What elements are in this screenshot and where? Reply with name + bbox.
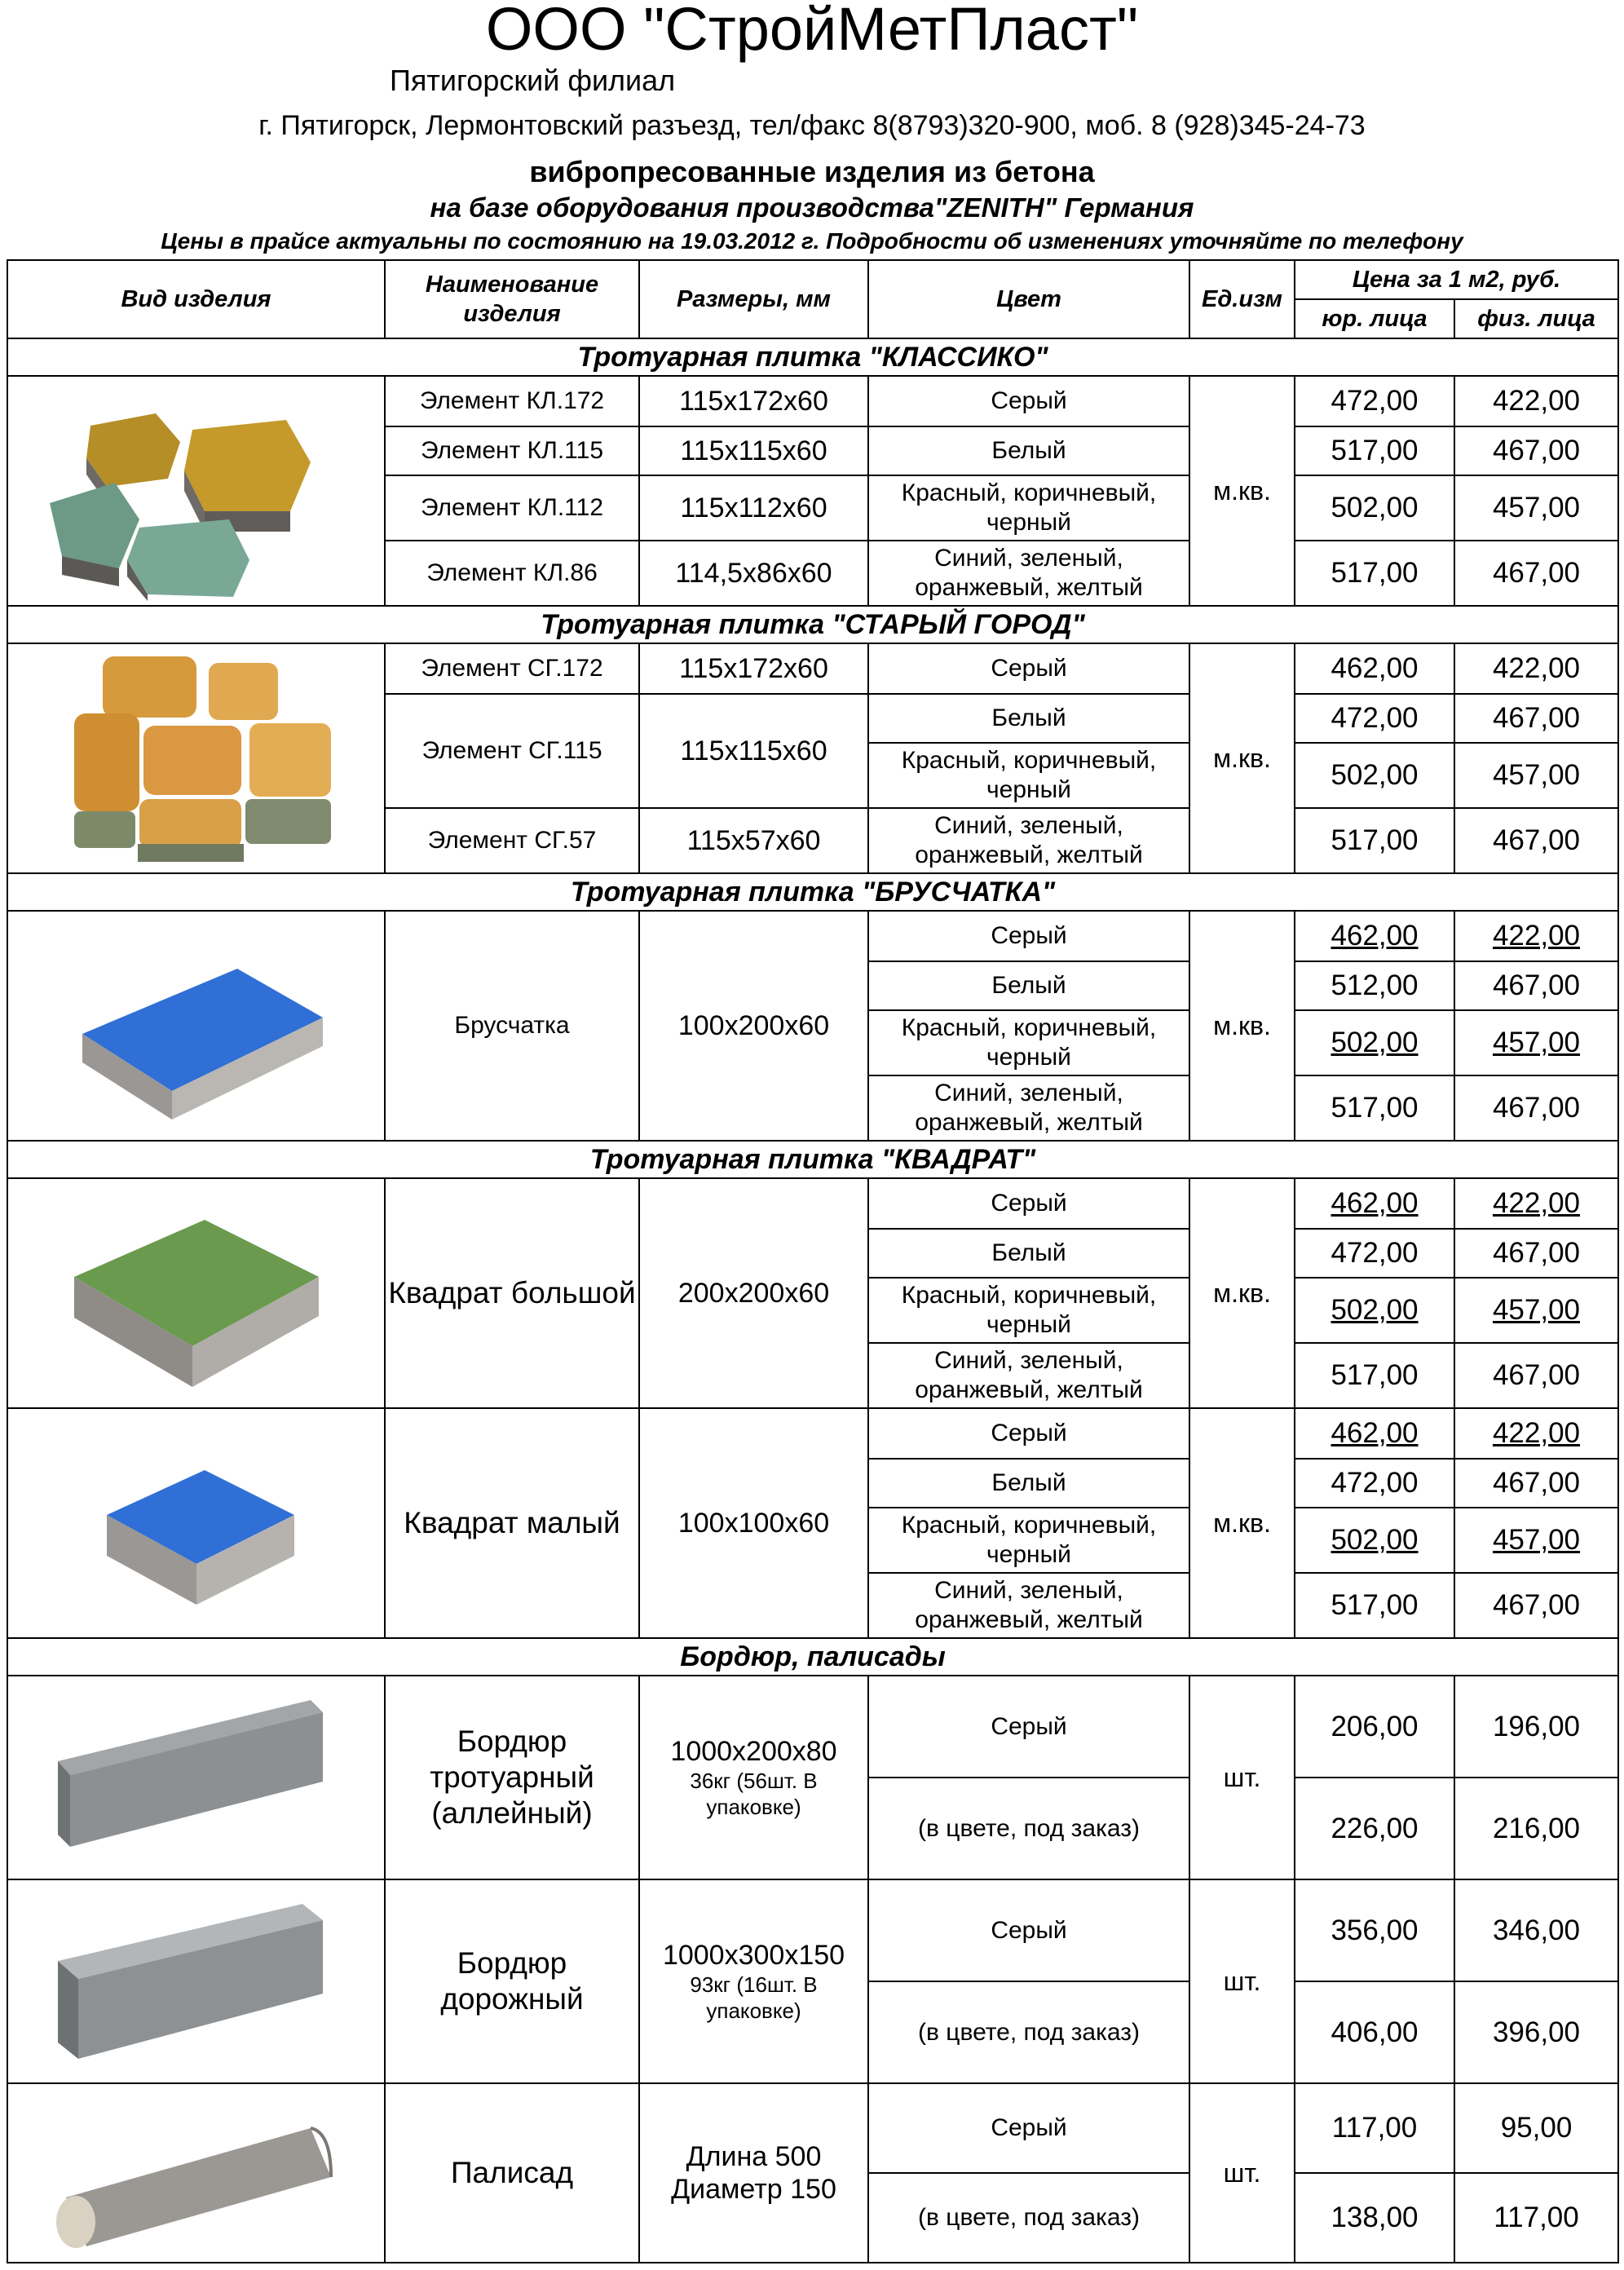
price-legal: 502,00 — [1295, 1508, 1454, 1573]
price-legal: 462,00 — [1295, 643, 1454, 694]
color-cell: Серый — [868, 911, 1189, 961]
col-header-size: Размеры, мм — [639, 260, 868, 338]
price-legal: 517,00 — [1295, 808, 1454, 873]
col-header-name: Наименование изделия — [385, 260, 639, 338]
color-cell: Красный, коричневый, черный — [868, 475, 1189, 541]
price-private: 422,00 — [1454, 1178, 1618, 1229]
price-private: 95,00 — [1454, 2083, 1618, 2173]
item-size-cell — [639, 1676, 868, 1879]
col-header-price: Цена за 1 м2, руб. — [1295, 260, 1618, 299]
color-cell: Белый — [868, 1459, 1189, 1508]
price-legal: 502,00 — [1295, 1010, 1454, 1075]
price-legal: 502,00 — [1295, 743, 1454, 808]
col-header-legal: юр. лица — [1295, 299, 1454, 338]
unit-cell: м.кв. — [1189, 643, 1295, 873]
item-name: Квадрат малый — [385, 1408, 639, 1638]
color-cell: Красный, коричневый, черный — [868, 743, 1189, 808]
item-size-note: 36кг (56шт. В упаковке) — [690, 1769, 818, 1819]
price-legal: 138,00 — [1295, 2173, 1454, 2263]
color-cell: Серый — [868, 376, 1189, 426]
item-name: Элемент СГ.172 — [385, 643, 639, 694]
section-title-brick: Тротуарная плитка "БРУСЧАТКА" — [7, 873, 1618, 911]
price-legal: 356,00 — [1295, 1879, 1454, 1981]
price-legal: 517,00 — [1295, 541, 1454, 606]
price-private: 196,00 — [1454, 1676, 1618, 1778]
item-name: Элемент КЛ.86 — [385, 541, 639, 606]
item-size: 115х112х60 — [639, 475, 868, 541]
color-cell: Белый — [868, 694, 1189, 743]
unit-cell: м.кв. — [1189, 911, 1295, 1141]
price-private: 396,00 — [1454, 1981, 1618, 2083]
color-cell: Синий, зеленый, оранжевый, желтый — [868, 1343, 1189, 1408]
color-cell: Белый — [868, 1229, 1189, 1278]
price-legal: 517,00 — [1295, 1573, 1454, 1638]
color-cell: Красный, коричневый, черный — [868, 1010, 1189, 1075]
color-cell: Синий, зеленый, оранжевый, желтый — [868, 541, 1189, 606]
contact-address: г. Пятигорск, Лермонтовский разъезд, тел/факс 8(8793)320-900, моб. 8 (928)345-24-73 — [258, 110, 1366, 141]
price-private: 467,00 — [1454, 426, 1618, 475]
price-private: 422,00 — [1454, 1408, 1618, 1459]
price-private: 422,00 — [1454, 376, 1618, 426]
price-private: 457,00 — [1454, 475, 1618, 541]
price-private: 117,00 — [1454, 2173, 1618, 2263]
price-private: 467,00 — [1454, 1075, 1618, 1141]
section-title-old-town: Тротуарная плитка "СТАРЫЙ ГОРОД" — [7, 606, 1618, 643]
price-private: 467,00 — [1454, 961, 1618, 1010]
item-name: Элемент КЛ.115 — [385, 426, 639, 475]
price-private: 467,00 — [1454, 1459, 1618, 1508]
price-private: 346,00 — [1454, 1879, 1618, 1981]
section-title-classico: Тротуарная плитка "КЛАССИКО" — [7, 338, 1618, 376]
item-size-cell — [639, 2083, 868, 2263]
branch-name: Пятигорский филиал — [390, 64, 676, 97]
item-size-note: 93кг (16шт. В упаковке) — [690, 1972, 818, 2023]
price-private: 467,00 — [1454, 1573, 1618, 1638]
price-legal: 406,00 — [1295, 1981, 1454, 2083]
col-header-color: Цвет — [868, 260, 1189, 338]
equipment-subtitle: на базе оборудования производства"ZENITH" Германия — [430, 192, 1194, 223]
unit-cell: шт. — [1189, 1676, 1295, 1879]
section-title-curbs: Бордюр, палисады — [7, 1638, 1618, 1676]
color-cell: Синий, зеленый, оранжевый, желтый — [868, 1075, 1189, 1141]
price-legal: 502,00 — [1295, 1278, 1454, 1343]
unit-cell: м.кв. — [1189, 1408, 1295, 1638]
road-curb-icon — [7, 1879, 385, 2083]
item-size: Длина 500 — [686, 2141, 822, 2172]
item-name: Брусчатка — [385, 911, 639, 1141]
price-legal: 472,00 — [1295, 1459, 1454, 1508]
item-size: 100х100х60 — [639, 1408, 868, 1638]
company-title: ООО "СтройМетПласт" — [485, 0, 1139, 63]
color-cell: Белый — [868, 961, 1189, 1010]
price-private: 457,00 — [1454, 1278, 1618, 1343]
item-name: Бордюр тротуарный (аллейный) — [385, 1676, 639, 1879]
color-cell: Красный, коричневый, черный — [868, 1508, 1189, 1573]
item-size: 1000х300х150 — [662, 1940, 845, 1971]
price-private: 457,00 — [1454, 1010, 1618, 1075]
price-private: 457,00 — [1454, 1508, 1618, 1573]
price-private: 467,00 — [1454, 541, 1618, 606]
price-legal: 472,00 — [1295, 1229, 1454, 1278]
palisade-icon — [7, 2083, 385, 2263]
color-cell: Серый — [868, 1408, 1189, 1459]
color-cell: (в цвете, под заказ) — [868, 2173, 1189, 2263]
price-legal: 462,00 — [1295, 1178, 1454, 1229]
price-legal: 472,00 — [1295, 376, 1454, 426]
price-legal: 226,00 — [1295, 1778, 1454, 1879]
unit-cell: м.кв. — [1189, 376, 1295, 606]
color-cell: Синий, зеленый, оранжевый, желтый — [868, 1573, 1189, 1638]
item-size: 100х200х60 — [639, 911, 868, 1141]
col-header-kind: Вид изделия — [7, 260, 385, 338]
item-size: 115х57х60 — [639, 808, 868, 873]
price-legal: 462,00 — [1295, 911, 1454, 961]
price-private: 467,00 — [1454, 808, 1618, 873]
price-legal: 472,00 — [1295, 694, 1454, 743]
price-legal: 512,00 — [1295, 961, 1454, 1010]
price-table — [7, 259, 1619, 2263]
color-cell: Красный, коричневый, черный — [868, 1278, 1189, 1343]
color-cell: Синий, зеленый, оранжевый, желтый — [868, 808, 1189, 873]
price-validity-note: Цены в прайсе актуальны по состоянию на 19.03.2012 г. Подробности об изменениях уточняйте по телефону — [161, 228, 1463, 254]
small-square-paver-icon — [7, 1408, 385, 1638]
color-cell: Серый — [868, 1676, 1189, 1778]
item-name: Бордюр дорожный — [385, 1879, 639, 2083]
item-size: 115х172х60 — [639, 643, 868, 694]
price-legal: 517,00 — [1295, 1075, 1454, 1141]
section-title-square: Тротуарная плитка "КВАДРАТ" — [7, 1141, 1618, 1178]
item-size-2: Диаметр 150 — [671, 2174, 836, 2205]
product-subtitle: вибропресованные изделия из бетона — [529, 155, 1095, 188]
color-cell: Белый — [868, 426, 1189, 475]
price-private: 422,00 — [1454, 643, 1618, 694]
classico-paving-icon — [7, 376, 385, 606]
item-size: 1000х200х80 — [670, 1736, 837, 1767]
old-town-paving-icon — [7, 643, 385, 873]
item-name: Квадрат большой — [385, 1178, 639, 1408]
item-size: 115х115х60 — [639, 694, 868, 808]
item-name: Элемент СГ.57 — [385, 808, 639, 873]
item-name: Элемент СГ.115 — [385, 694, 639, 808]
color-cell: (в цвете, под заказ) — [868, 1778, 1189, 1879]
unit-cell: шт. — [1189, 1879, 1295, 2083]
col-header-private: физ. лица — [1454, 299, 1618, 338]
item-size: 114,5х86х60 — [639, 541, 868, 606]
item-size: 115х115х60 — [639, 426, 868, 475]
color-cell: Серый — [868, 1178, 1189, 1229]
item-size: 115х172х60 — [639, 376, 868, 426]
color-cell: Серый — [868, 1879, 1189, 1981]
price-private: 467,00 — [1454, 694, 1618, 743]
item-size: 200х200х60 — [639, 1178, 868, 1408]
price-legal: 517,00 — [1295, 426, 1454, 475]
price-legal: 517,00 — [1295, 1343, 1454, 1408]
item-name: Элемент КЛ.172 — [385, 376, 639, 426]
sidewalk-curb-icon — [7, 1676, 385, 1879]
price-private: 457,00 — [1454, 743, 1618, 808]
col-header-unit: Ед.изм — [1189, 260, 1295, 338]
unit-cell: м.кв. — [1189, 1178, 1295, 1408]
large-square-paver-icon — [7, 1178, 385, 1408]
price-legal: 117,00 — [1295, 2083, 1454, 2173]
brick-paver-icon — [7, 911, 385, 1141]
color-cell: (в цвете, под заказ) — [868, 1981, 1189, 2083]
unit-cell: шт. — [1189, 2083, 1295, 2263]
item-name: Палисад — [385, 2083, 639, 2263]
color-cell: Серый — [868, 2083, 1189, 2173]
price-private: 422,00 — [1454, 911, 1618, 961]
price-private: 467,00 — [1454, 1343, 1618, 1408]
item-name: Элемент КЛ.112 — [385, 475, 639, 541]
price-legal: 206,00 — [1295, 1676, 1454, 1778]
price-private: 467,00 — [1454, 1229, 1618, 1278]
price-legal: 502,00 — [1295, 475, 1454, 541]
item-size-cell — [639, 1879, 868, 2083]
color-cell: Серый — [868, 643, 1189, 694]
price-legal: 462,00 — [1295, 1408, 1454, 1459]
price-private: 216,00 — [1454, 1778, 1618, 1879]
